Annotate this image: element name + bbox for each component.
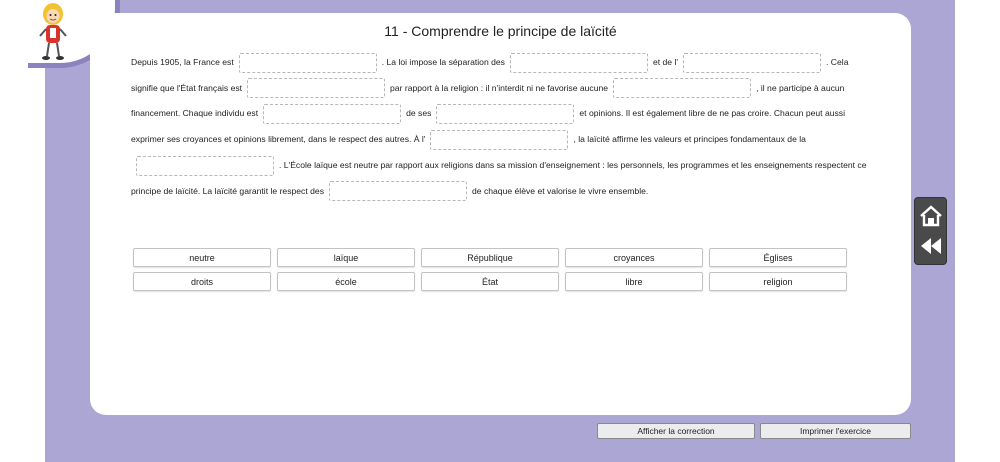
exercise-text xyxy=(131,50,876,204)
word-chip-croyances[interactable]: croyances xyxy=(565,248,703,267)
navigation-panel xyxy=(914,197,947,265)
word-chip-etat[interactable]: État xyxy=(421,272,559,291)
rewind-icon xyxy=(919,234,943,258)
blank-drop-zone-1[interactable] xyxy=(239,53,377,73)
word-chip-neutre[interactable]: neutre xyxy=(133,248,271,267)
text-segment: . Cela signifie que l'État français est xyxy=(131,57,849,93)
blank-drop-zone-10[interactable] xyxy=(329,181,467,201)
word-chip-libre[interactable]: libre xyxy=(565,272,703,291)
word-chip-republique[interactable]: République xyxy=(421,248,559,267)
text-segment: Depuis 1905, la France est xyxy=(131,57,234,67)
word-bank xyxy=(133,248,849,291)
blank-drop-zone-8[interactable] xyxy=(430,130,568,150)
blank-drop-zone-6[interactable] xyxy=(263,104,401,124)
text-segment: et opinions. Il est également libre de ne pas croire. Chacun peut aussi exprimer ses croyances et opinions librement, dans le respect des autres. À l' xyxy=(131,108,846,145)
text-segment: de chaque élève et valorise le vivre ensemble. xyxy=(472,185,649,196)
blank-drop-zone-5[interactable] xyxy=(613,78,751,98)
blank-drop-zone-2[interactable] xyxy=(510,53,648,73)
word-chip-laique[interactable]: laïque xyxy=(277,248,415,267)
text-segment: , il ne participe à aucun financement. Chaque individu est xyxy=(131,82,845,119)
word-chip-eglises[interactable]: Églises xyxy=(709,248,847,267)
back-button[interactable] xyxy=(918,232,944,260)
mascot-icon xyxy=(33,2,73,62)
text-segment: et de l' xyxy=(652,57,679,67)
print-exercise-button[interactable]: Imprimer l'exercice xyxy=(760,423,911,439)
word-chip-droits[interactable]: droits xyxy=(133,272,271,291)
text-segment: par rapport à la religion : il n'interdit ni ne favorise aucune xyxy=(390,82,609,93)
exercise-title: 11 - Comprendre le principe de laïcité xyxy=(384,23,617,39)
blank-drop-zone-7[interactable] xyxy=(436,104,574,124)
home-icon xyxy=(919,204,943,228)
word-chip-ecole[interactable]: école xyxy=(277,272,415,291)
text-segment: , la laïcité affirme les valeurs et principes fondamentaux de la xyxy=(573,134,806,145)
blank-drop-zone-9[interactable] xyxy=(136,156,274,176)
text-segment: . L'École laïque est neutre par rapport aux religions dans sa mission d'enseignement : les personnels, les programmes et les enseignements respectent ce principe de laïcité. La laïcité garantit le respect des xyxy=(131,159,867,196)
blank-drop-zone-4[interactable] xyxy=(247,78,385,98)
blank-drop-zone-3[interactable] xyxy=(683,53,821,73)
home-button[interactable] xyxy=(918,202,944,230)
word-chip-religion[interactable]: religion xyxy=(709,272,847,291)
text-segment: . La loi impose la séparation des xyxy=(381,57,505,67)
exercise-card xyxy=(90,13,911,415)
show-correction-button[interactable]: Afficher la correction xyxy=(597,423,755,439)
text-segment: de ses xyxy=(406,108,432,119)
